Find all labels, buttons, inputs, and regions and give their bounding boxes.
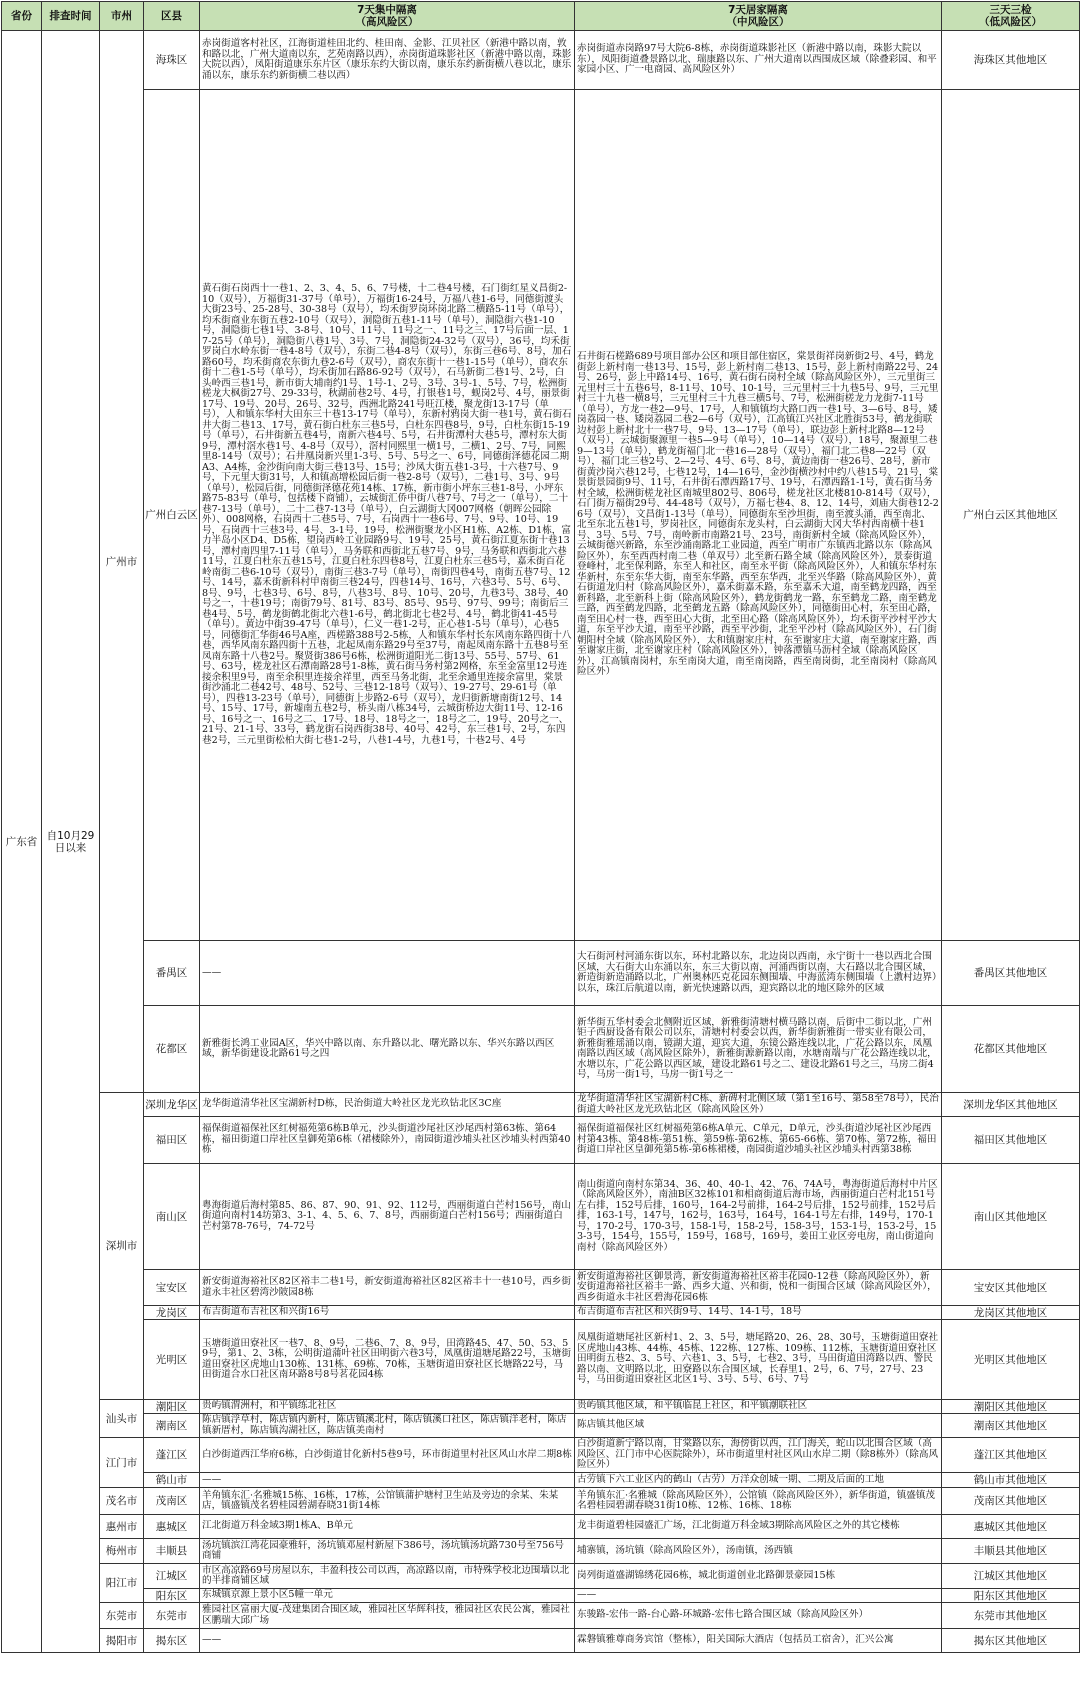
high-risk-cell: 玉塘街道田寮社区一巷7、8、9号，二巷6、7、8、9号，田湾路45、47、50、53、59号，第1、2、3栋，公明街道蒲叶社区田明街六巷3号，凤凰街道塘尾路22号，玉塘街道田寮社区虎地山130栋、131栋、69栋、70栋，玉塘街道田寮社区长塘路22号，马田街道合水口社区南环路8号8号茗花园4栋 xyxy=(200,1320,575,1400)
mid-risk-cell: 新安街道海裕社区御景湾，新安街道海裕社区裕丰花园0-12巷（除高风险区外），新安街道海裕社区裕丰一路、西乡大道、兴和街，悦和一街围合区域（除高风险区外），西乡街道永丰社区碧海花园6栋 xyxy=(575,1270,942,1306)
table-row xyxy=(2,1438,1080,1473)
low-risk-cell: 蓬江区其他地区 xyxy=(942,1438,1080,1473)
mid-risk-cell: 陈店镇其他区域 xyxy=(575,1414,942,1438)
table-row xyxy=(2,1164,1080,1270)
header-province: 省份 xyxy=(2,2,42,31)
high-risk-cell: 白沙街道西江华府6栋，白沙街道甘化新村5巷9号，环市街道里村社区风山水岸二期8栋 xyxy=(200,1438,575,1473)
table-row xyxy=(2,941,1080,1006)
low-risk-cell: 阳东区其他地区 xyxy=(942,1589,1080,1603)
city-cell-jieyang: 揭阳市 xyxy=(100,1629,144,1653)
low-risk-cell: 惠城区其他地区 xyxy=(942,1515,1080,1539)
district-cell: 东莞市 xyxy=(144,1603,200,1629)
low-risk-cell: 福田区其他地区 xyxy=(942,1117,1080,1164)
city-cell-jiangmen: 江门市 xyxy=(100,1438,144,1488)
high-risk-cell: 粤海街道后海村第85、86、87、90、91、92、112号，西丽街道白芒村156号，南山街道向南村14坊第3、3-1、4、5、6、7、8号，西丽街道白芒村156号；西丽街道白芒村第78-76号，74-72号 xyxy=(200,1164,575,1270)
mid-risk-cell: 东骏路-宏伟一路-台心路-环城路-宏伟七路合围区域（除高风险区外） xyxy=(575,1603,942,1629)
city-cell-dongguan: 东莞市 xyxy=(100,1603,144,1629)
high-risk-cell: 陈店镇浮草村，陈店镇内新村，陈店镇溪北村，陈店镇溪口社区，陈店镇洋老村，陈店镇新厝村，陈店镇沟湖社区，陈店镇美南村 xyxy=(200,1414,575,1438)
mid-risk-cell: 南山街道向南村东第34、36、40、40-1、42、76、74A号，粤海街道后海村中片区（除高风险区外），南油B区32栋101和相商街道后海市场，西丽街道白芒村北151号左右排，152号后排，160号，164-2号前排，164-2号后排，152号前排，152号后排，163-1号，147号，162号，163号，164号，164-1号左右排，149号，170-1号，170-2号，170-3号，158-1号，158-2号，158-3号，153-1号，153-2号，153-3号，154号，155号，159号，168号，169号，姜田工业区旁电房，南山街道向南村（除高风险区外） xyxy=(575,1164,942,1270)
high-risk-cell: 雅园社区富丽大厦-茂建集团合围区域，雅园社区华辉科技，雅园社区农民公寓，雅园社区鹏瑞大邱广场 xyxy=(200,1603,575,1629)
high-risk-cell: 东城镇京源上景小区5幢一单元 xyxy=(200,1589,575,1603)
table-row xyxy=(2,1515,1080,1539)
table-row xyxy=(2,31,1080,90)
district-cell: 茂南区 xyxy=(144,1488,200,1515)
low-risk-cell: 茂南区其他地区 xyxy=(942,1488,1080,1515)
district-cell: 福田区 xyxy=(144,1117,200,1164)
high-risk-cell: 龙华街道清华社区宝湖新村D栋，民治街道大岭社区龙光玖钻北区3C座 xyxy=(200,1093,575,1117)
high-risk-cell: 黄石街石岗西十一巷1、2、3、4、5、6、7号楼，十二巷4号楼，石门街红星义昌街2-10（双号），万福街31-37号（单号），万福街16-24号，万福八巷1-6号，同德街渡头大街23号、25-28号、30-38号（双号），均禾街罗岗环岗北路二横路5-11号（单号），均禾街商业东街五巷2-10号（双号），洞隐街五巷1-11号（单号），洞隐街六巷1-10号，洞隐街七巷1号、3-8号、10号、11号、11号之一、11号之三、17号后面一层、17-25号（单号），洞隐街八巷1号、3号、7号，洞隐街24-32号（双号），36号，均禾街罗岗白水岭东街一巷4-8号（双号），东街二巷4-8号（双号），东街三巷6号、8号，加石路60号，均禾街商农东街九巷2-6号（双号），商农东街十一巷1-15号（单号），商农东街十二巷1-5号（单号），均禾街加石路86-92号（双号），石马新街二巷1号、2号，白头岭西三巷1号，新市街大埔南约1号、1号-1、2号、3号、3号-1、5号、7号，松洲街槎龙大枫街27号、29-33号，秋湖前巷2号、4号，打银巷1号，蚬岗2号、4号，丽景街17号、19号、20号、26号、32号，西洲北路241号旺江楼，聚龙街13-17号（单号），人和镇东华村大田东三十巷13-17号（单号），东新村鸦岗大街一巷1号，黄石街石井大街二巷13、17号，黄石街白杜东三巷5号，白杜东四巷8号，9号，白杜东街15-19号（单号），石井街新五巷4号，南新六巷4号、5号，石井街潭村大巷5号，潭村东大街9号，潭村滘水巷1号、4-8号（双号），滘村同熙里一横1号，二横1、2号、7号，同熙里8-14号（双号）；石井凰岗新兴里1-3号、5号、5号之一、6号，同德街泽德花园二期A3、A4栋，金沙街向南大街三巷13号、15号；沙凤大街五巷1-3号，十六巷7号、9号，下元里大街31号，人和镇高增松园后街一巷2-8号（双号），二巷1号、3号、9号（单号），松园后街，同德街泽德花苑14栋、17栋，新市街小坪东三巷1-8号，小坪东路75-83号（单号，包括楼下商铺），云城街汇侨中街八巷7号、7号之一（单号），二十巷7-13号（单号），二十二巷7-13号（单号），白云湖街大冈007网格（朝晖公园除外）、008网格，石岗西十二巷5号、7号，石岗西十一巷6号、7号、9号、10号、19号，石岗西十三巷3号、4号、3-1号，19号，松洲街聚龙小区H1栋、A2栋、D1栋，富力半岛小区D4、D5栋，望岗西岭工业园路9号、19号、25号，黄石街江夏东街十巷13号，潭村南四里7-11号（单号），马务联和西街北五巷7号、9号，马务联和西街北六巷11号，江夏白杜东五巷15号，江夏白杜东四巷8号，江夏白杜东三巷5号，嘉禾街百花岭南街二巷6-10号（双号），南街三巷3-7号（单号），南街四巷4号，南街五巷7号、12号、14号，嘉禾街新科村甲南街三巷24号，四巷14号、16号，六巷3号、5号、6号、8号、9号，七巷3号、6号、8号，八巷3号、8号、10号、20号，九巷3号、38号、40号之一，十巷19号；南街79号、81号、83号、85号、95号、97号、99号；南街后三巷4号、5号，鹤龙街鹤北街北六巷1-6号，鹤北街北七巷2号、4号，鹤北街41-45号（单号）。黄边中街39-47号（单号），仁义一巷1-2号，正心巷1-5号（单号），心巷5号，同德街汇华街46号A座，西槎路388号2-5栋，人和镇东华村长东风南东路四街十八巷，西华风南东路四街十五巷，北起凤南东路29号至37号，南起凤南东路十五巷8号至凤南东路十八巷2号。聚贤街386号6栋，松洲街道阳光二街13号、55号、57号、61号、63号，槎龙社区石潭南路28号1-8栋，黄石街马务村第2网格，东至金富里12号连接余积里9号，南至余积里连接余祥里，西至马务北街，北至余通里连接余富里，棠景街沙涌北二巷42号、48号、52号、三巷12-18号（双号）、19-27号、29-61号（单号），四巷13-23号（单号），同德街上步路2-6号（双号），龙归街新塘南街12号、14号、15号、17号，新墟南五巷2号，桥头南八栋34号，云城街桥边大街11号、12-16号、16号之一、16号之二、17号、18号、18号之一，18号之二，19号、20号之一、21号、21-1号、33号，鹤龙街石岗西街38号、40号、42号，东三巷1号、2号，东四巷2号，三元里街松柏大街七巷1-2号，八巷1-4号，九巷1号，十巷2号、4号 xyxy=(200,90,575,941)
table-row xyxy=(2,1320,1080,1400)
mid-risk-cell: 赤岗街道赤岗路97号大院6-8栋，赤岗街道珠影社区（新港中路以南，珠影大院以东），凤阳街道叠景路以北、瑞康路以东、广州大道南以西围成区域（除叠彩园、和平家园小区、广一电商园、高风险区外） xyxy=(575,31,942,90)
table-row xyxy=(2,1473,1080,1488)
header-row xyxy=(2,2,1080,31)
high-risk-cell: 市区高凉路69号房屋以东，丰盈科技公司以西，高凉路以南，市特殊学校北边围墙以北的半排商铺区域 xyxy=(200,1564,575,1589)
district-cell: 蓬江区 xyxy=(144,1438,200,1473)
city-cell-guangzhou: 广州市 xyxy=(100,31,144,1093)
city-cell-shantou: 汕头市 xyxy=(100,1400,144,1438)
mid-risk-cell: 埔寨镇，汤坑镇（除高风险区外），汤南镇，汤西镇 xyxy=(575,1539,942,1564)
low-risk-cell: 花都区其他地区 xyxy=(942,1006,1080,1093)
mid-risk-cell: 岗列街道盛湖锦绣花园6栋，城北街道创业北路御景豪园15栋 xyxy=(575,1564,942,1589)
risk-area-table xyxy=(1,1,1080,1653)
header-city: 市州 xyxy=(100,2,144,31)
table-row xyxy=(2,1117,1080,1164)
city-cell-yangjiang: 阳江市 xyxy=(100,1564,144,1603)
high-risk-cell: 福保街道福保社区红树福苑第6栋B单元，沙头街道沙尾社区沙尾西村第63栋、第64栋，福田街道口岸社区皇御苑第6栋（裙楼除外），南园街道沙埔头社区沙埔头村西第40栋 xyxy=(200,1117,575,1164)
mid-risk-cell: 布吉街道布吉社区和兴街9号、14号、14-1号，18号 xyxy=(575,1306,942,1320)
table-row xyxy=(2,90,1080,941)
mid-risk-cell: —— xyxy=(575,1589,942,1603)
district-cell: 南山区 xyxy=(144,1164,200,1270)
low-risk-cell: 潮阳区其他地区 xyxy=(942,1400,1080,1414)
high-risk-cell: 贵屿镇渭洲村，和平镇练北社区 xyxy=(200,1400,575,1414)
table-row xyxy=(2,1414,1080,1438)
table-row xyxy=(2,1539,1080,1564)
mid-risk-cell: 龙丰街道碧桂园盛汇广场，江北街道万科金域3期除高风险区之外的其它楼栋 xyxy=(575,1515,942,1539)
low-risk-cell: 海珠区其他地区 xyxy=(942,31,1080,90)
city-cell-shenzhen: 深圳市 xyxy=(100,1093,144,1400)
low-risk-cell: 龙岗区其他地区 xyxy=(942,1306,1080,1320)
high-risk-cell: —— xyxy=(200,1629,575,1653)
high-risk-cell: —— xyxy=(200,941,575,1006)
district-cell: 花都区 xyxy=(144,1006,200,1093)
district-cell: 广州白云区 xyxy=(144,90,200,941)
header-low-risk: 三天三检 （低风险区） xyxy=(942,2,1080,31)
low-risk-cell: 光明区其他地区 xyxy=(942,1320,1080,1400)
city-cell-maoming: 茂名市 xyxy=(100,1488,144,1515)
mid-risk-cell: 贵屿镇其他区域，和平镇临昆上社区，和平镇潮联社区 xyxy=(575,1400,942,1414)
mid-risk-cell: 白沙街道新宁路以南，甘棠路以东，海傍街以西，江门海关，蛇山以北围合区域（高风险区、江门市中心医院除外），环市街道里村社区风山水岸二期（除8栋外）（除高风险区外） xyxy=(575,1438,942,1473)
district-cell: 光明区 xyxy=(144,1320,200,1400)
high-risk-cell: 羊角镇东汇·名雅城15栋、16栋，17栋，公馆镇蒲护塘村卫生站及旁边的余某、朱某店，镇盛镇茂名碧桂园碧湖春晓31街14栋 xyxy=(200,1488,575,1515)
mid-risk-cell: 福保街道福保社区红树福苑第6栋A单元、C单元，D单元，沙头街道沙尾社区沙尾西村第43栋、第48栋-第51栋、第59栋-第62栋、第65-66栋、第70栋、第72栋，福田街道口岸社区皇御苑第5栋-第6栋裙楼，南园街道沙埔头社区沙埔头村西第38栋 xyxy=(575,1117,942,1164)
mid-risk-cell: 凤凰街道塘尾社区新村1、2、3、5号，塘尾路20、26、28、30号，玉塘街道田寮社区虎地山43栋、44栋、45栋、122栋、127栋、109栋、112栋，玉塘街道田寮社区田明街五巷2、3、5号、六巷1、3、5号，七巷2、3号，马田街道田湾路以西、警民路以南、文明路以北，田寮路以东合围区域，长春里1、2号，6、7号，27号、23号，马田街道田寮社区北区1号、3号、5号、6号、7号 xyxy=(575,1320,942,1400)
high-risk-cell: —— xyxy=(200,1473,575,1488)
header-high-risk: 7天集中隔离 （高风险区） xyxy=(200,2,575,31)
low-risk-cell: 丰顺县其他地区 xyxy=(942,1539,1080,1564)
low-risk-cell: 揭东区其他地区 xyxy=(942,1629,1080,1653)
table-row xyxy=(2,1400,1080,1414)
low-risk-cell: 番禺区其他地区 xyxy=(942,941,1080,1006)
district-cell: 潮南区 xyxy=(144,1414,200,1438)
low-risk-cell: 南山区其他地区 xyxy=(942,1164,1080,1270)
header-mid-risk: 7天居家隔离 （中风险区） xyxy=(575,2,942,31)
table-row xyxy=(2,1488,1080,1515)
high-risk-cell: 布吉街道布吉社区和兴街16号 xyxy=(200,1306,575,1320)
high-risk-cell: 新安街道海裕社区82区裕丰二巷1号，新安街道海裕社区82区裕丰十一巷10号，西乡街道永丰社区碧湾沙陂园8栋 xyxy=(200,1270,575,1306)
district-cell: 潮阳区 xyxy=(144,1400,200,1414)
low-risk-cell: 潮南区其他地区 xyxy=(942,1414,1080,1438)
low-risk-cell: 东莞市其他地区 xyxy=(942,1603,1080,1629)
district-cell: 鹤山市 xyxy=(144,1473,200,1488)
period-cell: 自10月29日以来 xyxy=(42,31,100,1653)
table-row xyxy=(2,1589,1080,1603)
mid-risk-cell: 羊角镇东汇·名雅城（除高风险区外），公馆镇（除高风险区外），新华街道，镇盛镇茂名碧桂园碧湖春晓31街10栋、12栋、16栋、18栋 xyxy=(575,1488,942,1515)
district-cell: 丰顺县 xyxy=(144,1539,200,1564)
mid-risk-cell: 大石街河村河涌东街以东，环村北路以东，北边岗以西南，永宁街十一巷以西北合围区域，大石街大山东涌以东，东三大街以南，河涌西街以南，大石路以北合围区域，新造街新造涌路以北，广州奥林匹克花园东侧围墙、中海蓝湾东侧围墙（上漖村边界）以东，珠江后航道以南，新光快速路以西，迎宾路以北的地区除外的区域 xyxy=(575,941,942,1006)
district-cell: 深圳龙华区 xyxy=(144,1093,200,1117)
mid-risk-cell: 新华街五华村委会北侧附近区域，新雅街清塘村横马路以南，后街中二街以北，广州钜子西厨设备有限公司以东，清塘村村委会以西，新华街新雅街一带实业有限公司，新雅街雅瑶涌以南，镜湖大道，迎宾大道，东镜公路连线以北，广花公路以东，凤凰南路以西区域（高风险区除外），新雅街源新路以南，水塘南端与广花公路连线以北，水塘以东，广花公路以西区域，建设北路61号之二、建设北路61号之三，马房二街4号，马房一街1号，马房一街1号之一 xyxy=(575,1006,942,1093)
low-risk-cell: 宝安区其他地区 xyxy=(942,1270,1080,1306)
district-cell: 江城区 xyxy=(144,1564,200,1589)
district-cell: 阳东区 xyxy=(144,1589,200,1603)
high-risk-cell: 新雅街长鸿工业园A区，华兴中路以南、东升路以北、曙光路以东、华兴东路以西区域，新华街建设北路61号之四 xyxy=(200,1006,575,1093)
mid-risk-cell: 龙华街道清华社区宝湖新村C栋、新碑村北侧区域（第1至16号、第58至78号），民治街道大岭社区龙光玖钻北区（除高风险区外） xyxy=(575,1093,942,1117)
city-cell-huizhou: 惠州市 xyxy=(100,1515,144,1539)
table-row xyxy=(2,1306,1080,1320)
low-risk-cell: 广州白云区其他地区 xyxy=(942,90,1080,941)
table-row xyxy=(2,1629,1080,1653)
province-cell: 广东省 xyxy=(2,31,42,1653)
city-cell-meizhou: 梅州市 xyxy=(100,1539,144,1564)
district-cell: 番禺区 xyxy=(144,941,200,1006)
district-cell: 海珠区 xyxy=(144,31,200,90)
low-risk-cell: 鹤山市其他地区 xyxy=(942,1473,1080,1488)
table-row xyxy=(2,1006,1080,1093)
table-row xyxy=(2,1093,1080,1117)
low-risk-cell: 深圳龙华区其他地区 xyxy=(942,1093,1080,1117)
high-risk-cell: 江北街道万科金域3期1栋A、B单元 xyxy=(200,1515,575,1539)
mid-risk-cell: 霖磐镇雅尊商务宾馆（整栋），阳关国际大酒店（包括员工宿舍），汇兴公寓 xyxy=(575,1629,942,1653)
low-risk-cell: 江城区其他地区 xyxy=(942,1564,1080,1589)
table-row xyxy=(2,1564,1080,1589)
high-risk-cell: 汤坑镇滨江湾花园豪雅轩，汤坑镇邓屋村新屋下386号，汤坑镇汤坑路730号至756号商铺 xyxy=(200,1539,575,1564)
high-risk-cell: 赤岗街道客村社区，江海街道桂田北约、桂田南、金影、江贝社区（新港中路以南，敦和路以北，广州大道南以东，艺苑南路以西），赤岗街道珠影社区（新港中路以南，珠影大院以西），凤阳街道康乐东片区（康乐东约大街以南，康乐东约新街横八巷以北，康乐涌以东，康乐东约新街横二巷以西） xyxy=(200,31,575,90)
mid-risk-cell: 古劳镇下六工业区内的鹤山（古劳）万洋众创城一期、二期及后面的工地 xyxy=(575,1473,942,1488)
district-cell: 宝安区 xyxy=(144,1270,200,1306)
district-cell: 龙岗区 xyxy=(144,1306,200,1320)
mid-risk-cell: 石井街石槎路689号项目部办公区和项目部住宿区，棠景街祥岗新街2号、4号，鹤龙街彭上新村南一巷13号、15号，彭上新村南二巷13、15号，彭上新村南路22号、24号、26号，彭上中路14号、16号，黄石街石岗村全域（除高风险区外），三元里街三元里村三十五巷6号，8-11号、10号、10-1号，三元里村三十九巷5号、9号，三元里村三十九巷一横8号，三元里村三十九巷三横5号、7号，松洲街槎龙力龙街7-11号（单号），方龙一巷2—9号、17号，人和镇镇均大路口西一巷1号、3—6号、8号，矮岗荔园一巷、矮岗荔园二巷2—6号（双号），江高镇江兴社区北胜街53号，鹤龙街联边村彭上新村北十一巷7号、9号、13—17号（单号），联边彭上新村北路8—12号（双号），云城街聚源里一巷5—9号（单号），10—14号（双号），18号，聚源里二巷9—13号（单号），鹤龙街福门北一巷16—28号（双号），福门北二巷8—22号（双号），福门北三巷2号、2—2号、4号、6号、8号，黄边南街一巷26号、28号，新市街黄沙岗六巷12号，七巷12号，14—16号，金沙街横沙村中约八巷15号、21号，棠景街景园街9号、11号，石井街石潭西路17号、19号，石潭西路1-1号，黄石街马务村全域，松洲街槎龙社区南城里802号、806号，槎龙社区北楼810-814号（双号），石门街万福街29号、44-48号（双号），万福七巷4、8、12、14号，刘庙大街巷12-26号（双号），文昌街1-13号（单号），同德街东至沙坦街，南至渡头涌，西至南北、北至东北五巷1号，罗岗社区，同德街东龙头村，白云湖街大冈大华村西南横十巷1号、3号、5号、7号，南岭新市南路21号、23号，南街新村全域（除高风险区外），云城街德兴新路，东至沙涌南路北工业园道，西至广明市广东镇西北路以东（除高风险区外），东至西西村南二巷（单双号）北至新石路全域（除高风险区外），景泰街道登峰村，北至保利路，东至人和社区，南至永平街（除高风险区外），人和镇东华村东华新村，东至东华大街，南至东华路，西至东华西，北至兴华路（除高风险区外），黄石街道龙归村（除高风险区外），嘉禾街嘉禾路，东至嘉禾大道，南至鹤龙四路，西至新科路，北至新科上街（除高风险区外），鹤龙街鹤龙一路，东至鹤龙二路，南至鹤龙三路，西至鹤龙四路，北至鹤龙五路（除高风险区外），同德街田心村，东至田心路，南至田心村一巷，西至田心大街，北至田心路（除高风险区外），均禾街平沙村平沙大道，东至平沙大道，南至平沙路，西至平沙街，北至平沙村（除高风险区外），石门街朝阳村全域（除高风险区外），太和镇谢家庄村，东至谢家庄大道，南至谢家庄路，西至谢家庄街，北至谢家庄村（除高风险区外），钟落潭镇马沥村全域（除高风险区外），江高镇南岗村，东至南岗大道，南至南岗路，西至南岗街，北至南岗村（除高风险区外） xyxy=(575,90,942,941)
header-district: 区县 xyxy=(144,2,200,31)
header-period: 排查时间 xyxy=(42,2,100,31)
district-cell: 揭东区 xyxy=(144,1629,200,1653)
district-cell: 惠城区 xyxy=(144,1515,200,1539)
table-row xyxy=(2,1270,1080,1306)
table-row xyxy=(2,1603,1080,1629)
